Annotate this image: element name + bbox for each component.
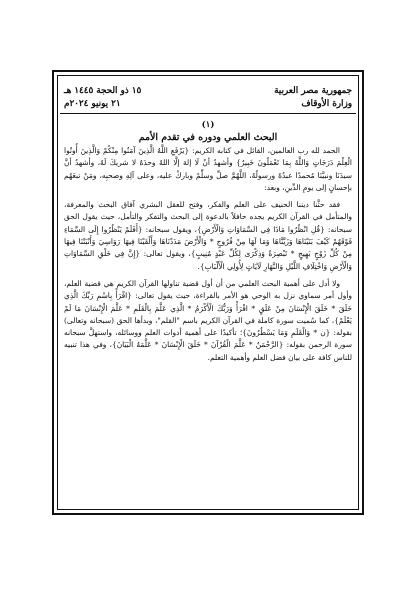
gregorian-date: ٢١ يونيو ٢٠٢٤م — [64, 99, 121, 109]
hijri-date: ١٥ ذو الحجة ١٤٤٥ هـ — [64, 86, 142, 96]
sermon-body — [64, 145, 352, 369]
country-name: جمهورية مصر العربية — [274, 86, 352, 96]
paragraph-reflection: فقد حثَّنا ديننا الحنيف على العلم والفكر، وفتح للعقل البشري آفاق البحث والمعرفة، والمتأمل في القرآن الكريم يجده حافلاً بالدعوة إلى البحث والتفكر والتأمل، حيث يقول الحق سبحانه: {قُلِ انْظُرُوا مَاذَا فِي السَّمَاوَاتِ وَالْأَرْضِ}، ويقول سبحانه: {أَفَلَمْ يَنْظُرُوا إِلَى السَّمَاءِ فَوْقَهُمْ كَيْفَ بَنَيْنَاهَا وَزَيَّنَّاهَا وَمَا لَهَا مِنْ فُرُوجٍ * وَالْأَرْضَ مَدَدْنَاهَا وَأَلْقَيْنَا فِيهَا رَوَاسِيَ وَأَنْبَتْنَا فِيهَا مِنْ كُلِّ زَوْجٍ بَهِيجٍ * تَبْصِرَةً وَذِكْرَى لِكُلِّ عَبْدٍ مُنِيبٍ}، ويقول تعالى: {إِنَّ فِي خَلْقِ السَّمَاوَاتِ وَالْأَرْضِ وَاخْتِلَافِ اللَّيْلِ وَالنَّهَارِ لَآيَاتٍ لِأُولِي الْأَلْبَابِ}. — [64, 200, 352, 271]
header-divider — [60, 113, 356, 114]
section-title: البحث العلمي ودوره في تقدم الأمم — [138, 132, 278, 143]
page-frame — [52, 70, 364, 515]
ministry-name: وزارة الأوقاف — [301, 99, 352, 109]
paragraph-knowledge: ولا أدل على أهمية البحث العلمي من أن أول قضية تناولها القرآن الكريم هي قضية العلم، وأول أمر سماوي نزل به الوحي هو الأمر بالقراءة، حيث يقول تعالى: {اقْرَأْ بِاسْمِ رَبِّكَ الَّذِي خَلَقَ * خَلَقَ الْإِنْسَانَ مِنْ عَلَقٍ * اقْرَأْ وَرَبُّكَ الْأَكْرَمُ * الَّذِي عَلَّمَ بِالْقَلَمِ * عَلَّمَ الْإِنْسَانَ مَا لَمْ يَعْلَمْ}، كما سُميت سورة كاملة في القرآن الكريم باسم "القلم"، وبدأها الحق (سبحانه وتعالى) بقوله: {ن * وَالْقَلَمِ وَمَا يَسْطُرُونَ}؛ تأكيدًا على أهمية أدوات العلم ووسائله، واستهلَّ سبحانه سورة الرحمن بقوله: {الرَّحْمَنُ * عَلَّمَ الْقُرْآنَ * خَلَقَ الْإِنْسَانَ * عَلَّمَهُ الْبَيَانَ}، وفي هذا تنبيه للناس كافة على بيان فضل العلم وأهمية التعلم. — [64, 278, 352, 362]
section-number: (١) — [201, 120, 215, 130]
paragraph-intro: الحمد لله رب العالمين، القائل في كتابه الكريم: {يَرْفَعِ اللَّهُ الَّذِينَ آمَنُوا مِنْكُمْ وَالَّذِينَ أُوتُوا الْعِلْمَ دَرَجَاتٍ وَاللَّهُ بِمَا تَعْمَلُونَ خَبِيرٌ} وأشهدُ أنْ لَا إلهَ إلَّا اللهُ وحدَهُ لا شريكَ لَهُ، وأشهدُ أنَّ سيدَنَا ونبيَّنَا مُحمدًا عبدُهُ ورسولُهُ، اللَّهُمَّ صلِّ وسلِّمْ وباركْ عليه، وعلى آلِهِ وصحبِه، ومَنْ تبعَهُم بإحسانٍ إلى يومِ الدِّينِ، وبعد: — [64, 146, 352, 192]
